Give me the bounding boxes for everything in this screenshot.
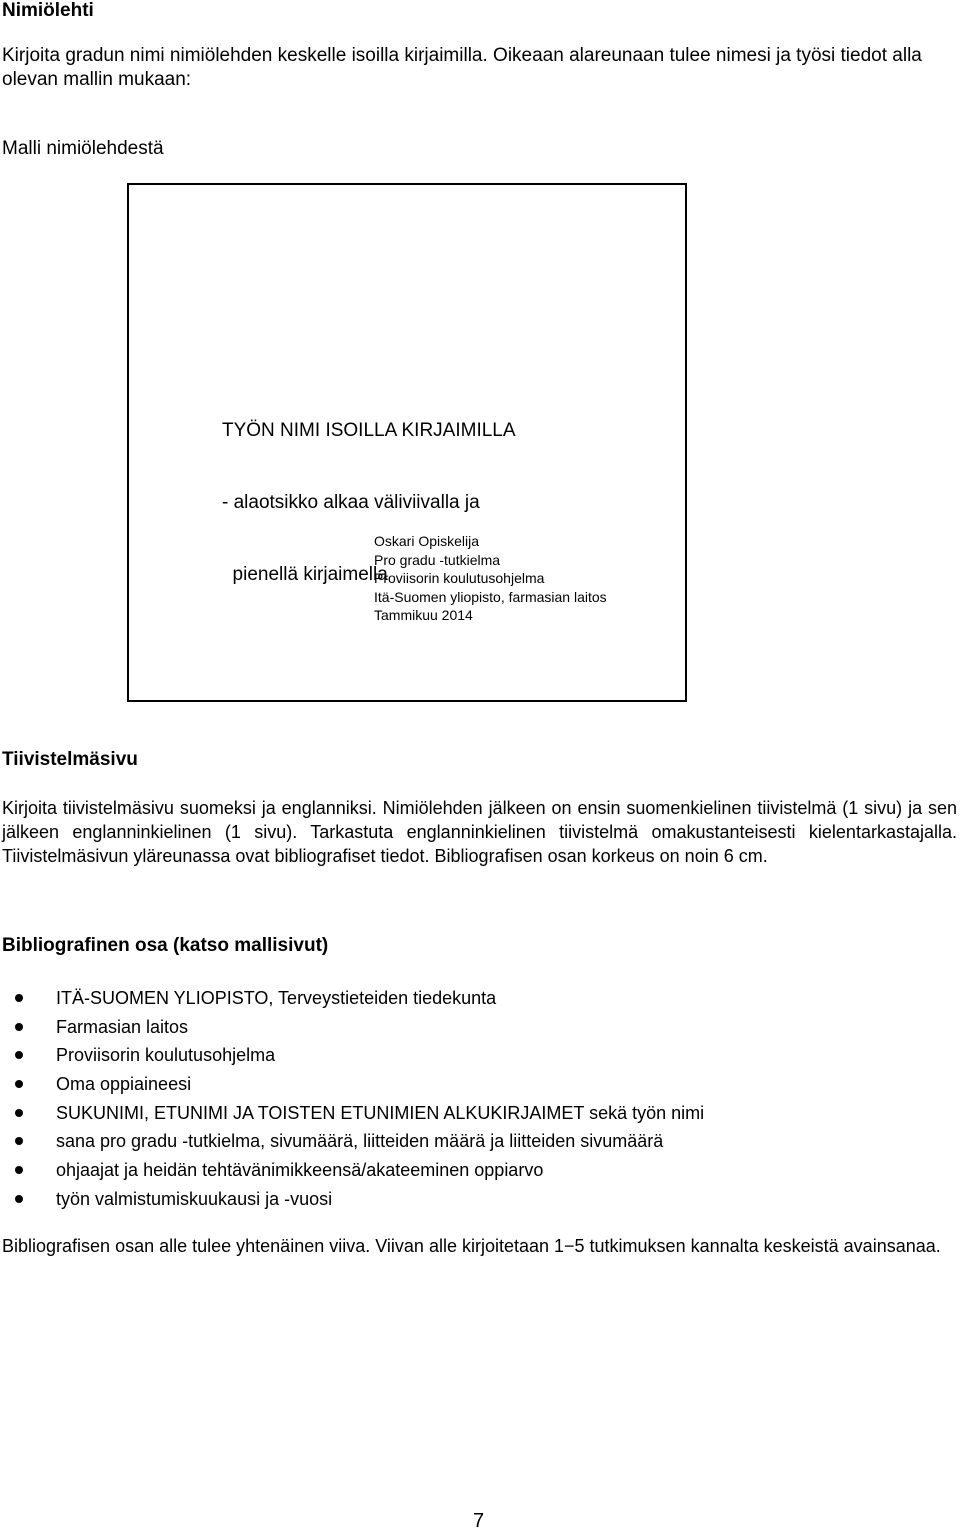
- title-page-intro: Kirjoita gradun nimi nimiölehden keskelle isoilla kirjaimilla. Oikeaan alareunaan tulee nimesi ja työsi tiedot alla olevan mallin mukaan:: [2, 45, 922, 90]
- sample-university: Itä-Suomen yliopisto, farmasian laitos: [374, 588, 607, 605]
- bullet-icon: [15, 1195, 23, 1203]
- bullet-icon: [15, 1023, 23, 1031]
- list-item: SUKUNIMI, ETUNIMI JA TOISTEN ETUNIMIEN ALKUKIRJAIMET sekä työn nimi: [0, 1101, 704, 1130]
- abstract-page-heading: Tiivistelmäsivu: [2, 749, 138, 770]
- title-page-heading: Nimiölehti: [2, 0, 94, 21]
- bibliographic-items-list: [0, 986, 704, 1216]
- list-item: työn valmistumiskuukausi ja -vuosi: [0, 1187, 704, 1216]
- sample-programme: Proviisorin koulutusohjelma: [374, 570, 545, 586]
- bullet-icon: [15, 1080, 23, 1088]
- list-item: ITÄ-SUOMEN YLIOPISTO, Terveystieteiden tiedekunta: [0, 986, 704, 1015]
- list-item: sana pro gradu -tutkielma, sivumäärä, liitteiden määrä ja liitteiden sivumäärä: [0, 1129, 704, 1158]
- sample-date: Tammikuu 2014: [374, 607, 473, 623]
- bullet-icon: [15, 994, 23, 1002]
- list-item: Proviisorin koulutusohjelma: [0, 1043, 704, 1072]
- bullet-icon: [15, 1051, 23, 1059]
- sample-title-line: TYÖN NIMI ISOILLA KIRJAIMILLA: [222, 420, 516, 441]
- list-item: Oma oppiaineesi: [0, 1072, 704, 1101]
- abstract-page-body: Kirjoita tiivistelmäsivu suomeksi ja englanniksi. Nimiölehden jälkeen on ensin suomenkielinen tiivistelmä (1 sivu) ja sen jälkeen englanninkielinen (1 sivu). Tarkastuta englanninkielinen tiivistelmä omakustanteisesti kielentarkastajalla. Tiivistelmäsivun yläreunassa ovat bibliografiset tiedot. Bibliografisen osan korkeus on noin 6 cm.: [2, 798, 957, 866]
- sample-subtitle-line: - alaotsikko alkaa väliviivalla ja: [222, 492, 480, 513]
- bullet-icon: [15, 1109, 23, 1117]
- sample-author-info: [374, 532, 607, 625]
- page-number: 7: [473, 1510, 485, 1532]
- list-item: ohjaajat ja heidän tehtävänimikkeensä/akateeminen oppiarvo: [0, 1158, 704, 1187]
- list-item: Farmasian laitos: [0, 1015, 704, 1044]
- sample-label: Malli nimiölehdestä: [2, 138, 164, 159]
- bibliographic-part-footer: Bibliografisen osan alle tulee yhtenäinen viiva. Viivan alle kirjoitetaan 1−5 tutkimuksen kannalta keskeistä avainsanaa.: [2, 1236, 941, 1256]
- sample-thesis-type: Pro gradu -tutkielma: [374, 551, 501, 568]
- bullet-icon: [15, 1137, 23, 1145]
- bullet-icon: [15, 1166, 23, 1174]
- sample-subtitle-line: pienellä kirjaimella: [222, 564, 388, 585]
- bibliographic-part-heading: Bibliografinen osa (katso mallisivut): [2, 935, 329, 956]
- sample-author-name: Oskari Opiskelija: [374, 533, 480, 549]
